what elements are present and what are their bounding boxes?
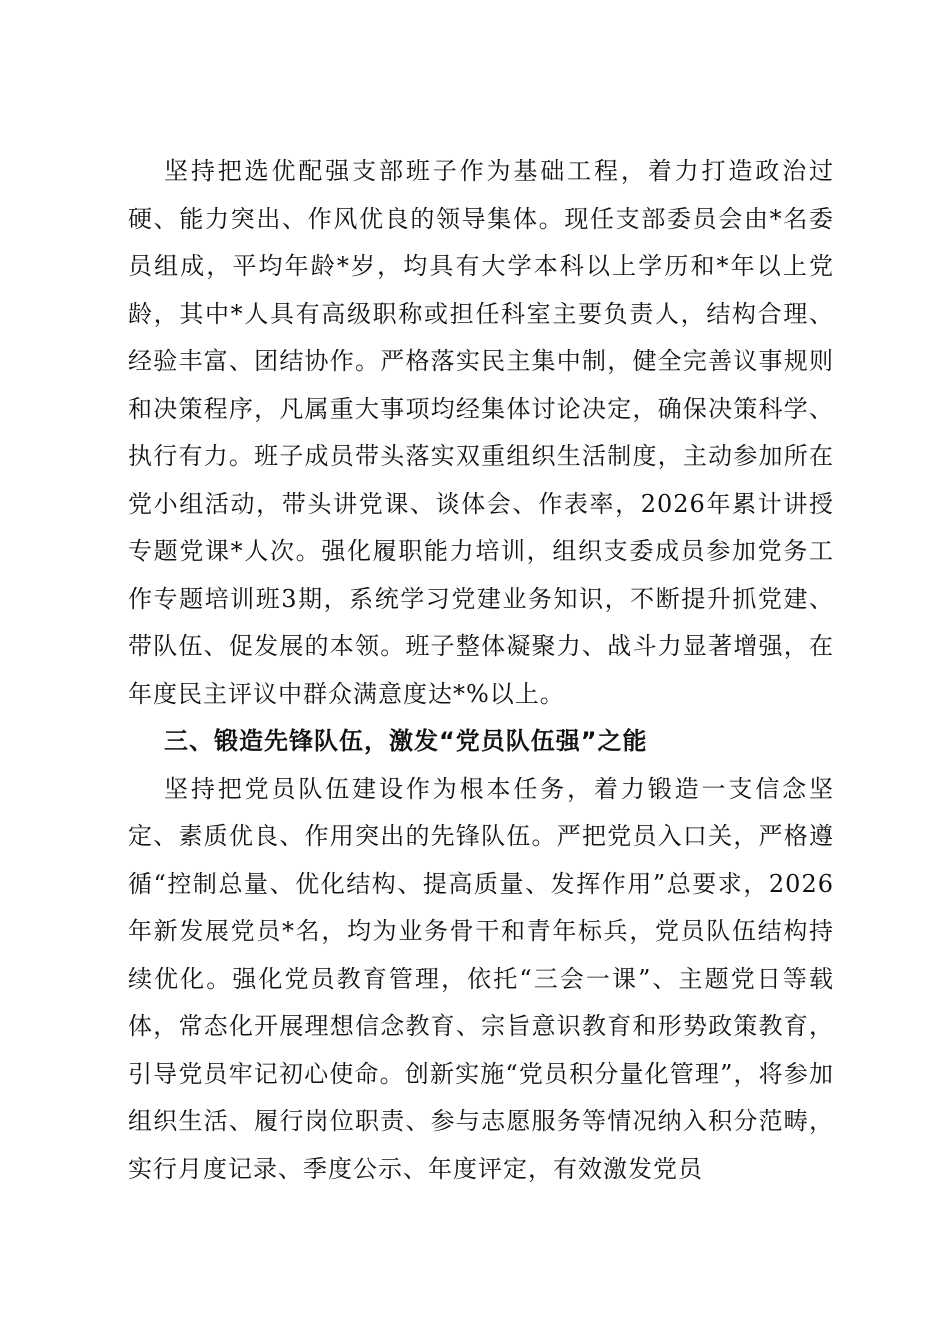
body-paragraph: 坚持把选优配强支部班子作为基础工程，着力打造政治过硬、能力突出、作风优良的领导集体。现任支部委员会由*名委员组成，平均年龄*岁，均具有大学本科以上学历和*年以上党龄，其中*人具有高级职称或担任科室主要负责人，结构合理、经验丰富、团结协作。严格落实民主集中制，健全完善议事规则和决策程序，凡属重大事项均经集体讨论决定，确保决策科学、执行有力。班子成员带头落实双重组织生活制度，主动参加所在党小组活动，带头讲党课、谈体会、作表率，2026年累计讲授专题党课*人次。强化履职能力培训，组织支委成员参加党务工作专题培训班3期，系统学习党建业务知识，不断提升抓党建、带队伍、促发展的本领。班子整体凝聚力、战斗力显著增强，在年度民主评议中群众满意度达*%以上。 <box>128 157 834 708</box>
document-body <box>128 148 834 1193</box>
body-paragraph: 坚持把党员队伍建设作为根本任务，着力锻造一支信念坚定、素质优良、作用突出的先锋队伍。严把党员入口关，严格遵循“控制总量、优化结构、提高质量、发挥作用”总要求，2026年新发展党员*名，均为业务骨干和青年标兵，党员队伍结构持续优化。强化党员教育管理，依托“三会一课”、主题党日等载体，常态化开展理想信念教育、宗旨意识教育和形势政策教育，引导党员牢记初心使命。创新实施“党员积分量化管理”，将参加组织生活、履行岗位职责、参与志愿服务等情况纳入积分范畴，实行月度记录、季度公示、年度评定，有效激发党员 <box>128 774 834 1183</box>
section-heading: 三、锻造先锋队伍，激发“党员队伍强”之能 <box>164 727 648 755</box>
